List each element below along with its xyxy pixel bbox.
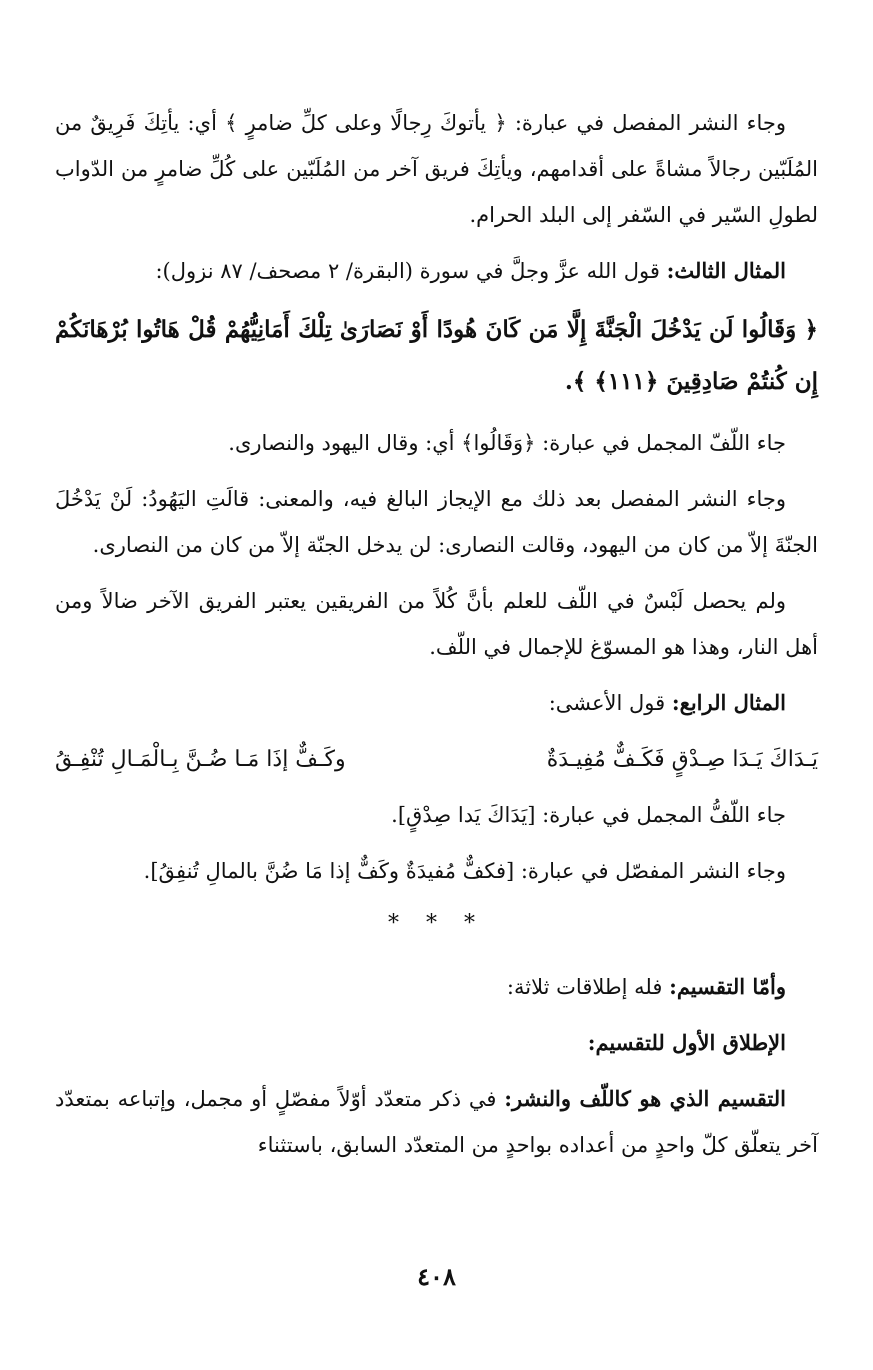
taqsim-definition-text: في ذكر متعدّد أوّلاً مفصّلٍ أو مجمل، وإتباعه بمتعدّد آخر يتعلّق كلّ واحدٍ من أعداده بواحدٍ من المتعدّد السابق، باستثناء (55, 1087, 818, 1157)
paragraph-taqsim-definition (55, 1076, 818, 1168)
taqsim-label: وأمّا التقسيم: (669, 974, 786, 999)
example-three-label: المثال الثالث: (666, 258, 786, 283)
paragraph-nashr-after: وجاء النشر المفصل بعد ذلك مع الإيجاز البالغ فيه، والمعنى: قالَتِ اليَهُودُ: لَنْ يَدْخُلَ الجنّةَ إلاّ من كان من اليهود، وقالت النصارى: لن يدخل الجنّة إلاّ من كان من النصارى. (55, 487, 818, 557)
paragraph-laff-verse: جاء اللّفُّ المجمل في عبارة: [يَدَاكَ يَدا صِدْقٍ]. (391, 803, 786, 827)
taqsim-definition-label: التقسيم الذي هو كاللّف والنشر: (504, 1086, 787, 1111)
first-usage-label: الإطلاق الأول للتقسيم: (587, 1030, 786, 1055)
taqsim-intro: فله إطلاقات ثلاثة: (506, 975, 663, 999)
example-four-intro: قول الأعشى: (548, 691, 666, 715)
paragraph-nashr-mufassal: وجاء النشر المفصل في عبارة: ﴿ يأتوكَ رِجالًا وعلى كلِّ ضامرٍ ﴾ أي: يأتِكَ فَرِيقٌ من المُلَبّين رجالاً مشاةً على أقدامهم، ويأتِكَ فريق آخر من المُلَبّين على كُلِّ ضامرٍ من الدّواب لطولِ السّير في السّفر إلى البلد الحرام. (55, 111, 818, 227)
book-page (55, 100, 818, 1178)
section-separator: * * * (388, 911, 485, 936)
example-four-label: المثال الرابع: (671, 690, 786, 715)
example-three-intro: قول الله عزَّ وجلَّ في سورة (البقرة/ ٢ مصحف/ ٨٧ نزول): (155, 259, 660, 283)
first-usage-heading (55, 1020, 818, 1066)
verse-first-hemistich: يَـدَاكَ يَـدَا صِـدْقٍ فَكَـفٌّ مُفِيـدَةٌ (546, 747, 818, 772)
paragraph-laff-mujmal: جاء اللّفّ المجمل في عبارة: ﴿وَقَالُوا﴾ أي: وقال اليهود والنصارى. (228, 431, 786, 455)
taqsim-heading (55, 964, 818, 1010)
paragraph-nashr-verse: وجاء النشر المفصّل في عبارة: [فكفٌّ مُفيدَةٌ وكَفٌّ إذا مَا ضُنَّ بالمالِ تُنفِقُ]. (143, 859, 786, 883)
poetry-verse (55, 736, 818, 784)
paragraph-no-confusion: ولم يحصل لَبْسٌ في اللّف للعلم بأنَّ كُلاً من الفريقين يعتبر الفريق الآخر ضالاً ومن أهل النار، وهذا هو المسوّغ للإجمال في اللّف. (55, 589, 818, 659)
page-number: ٤٠٨ (417, 1262, 456, 1291)
verse-second-hemistich: وكَـفٌّ إذَا مَـا ضُـنَّ بِـالْمَـالِ تُنْفِـقُ (55, 747, 346, 772)
quran-verse: ﴿ وَقَالُوا لَن يَدْخُلَ الْجَنَّةَ إِلَّا مَن كَانَ هُودًا أَوْ نَصَارَىٰ تِلْكَ أَمَانِيُّهُمْ قُلْ هَاتُوا بُرْهَانَكُمْ إِن كُنتُمْ صَادِقِينَ ﴿١١١﴾ ﴾. (55, 316, 818, 395)
example-three-heading (55, 248, 818, 294)
example-four-heading (55, 680, 818, 726)
